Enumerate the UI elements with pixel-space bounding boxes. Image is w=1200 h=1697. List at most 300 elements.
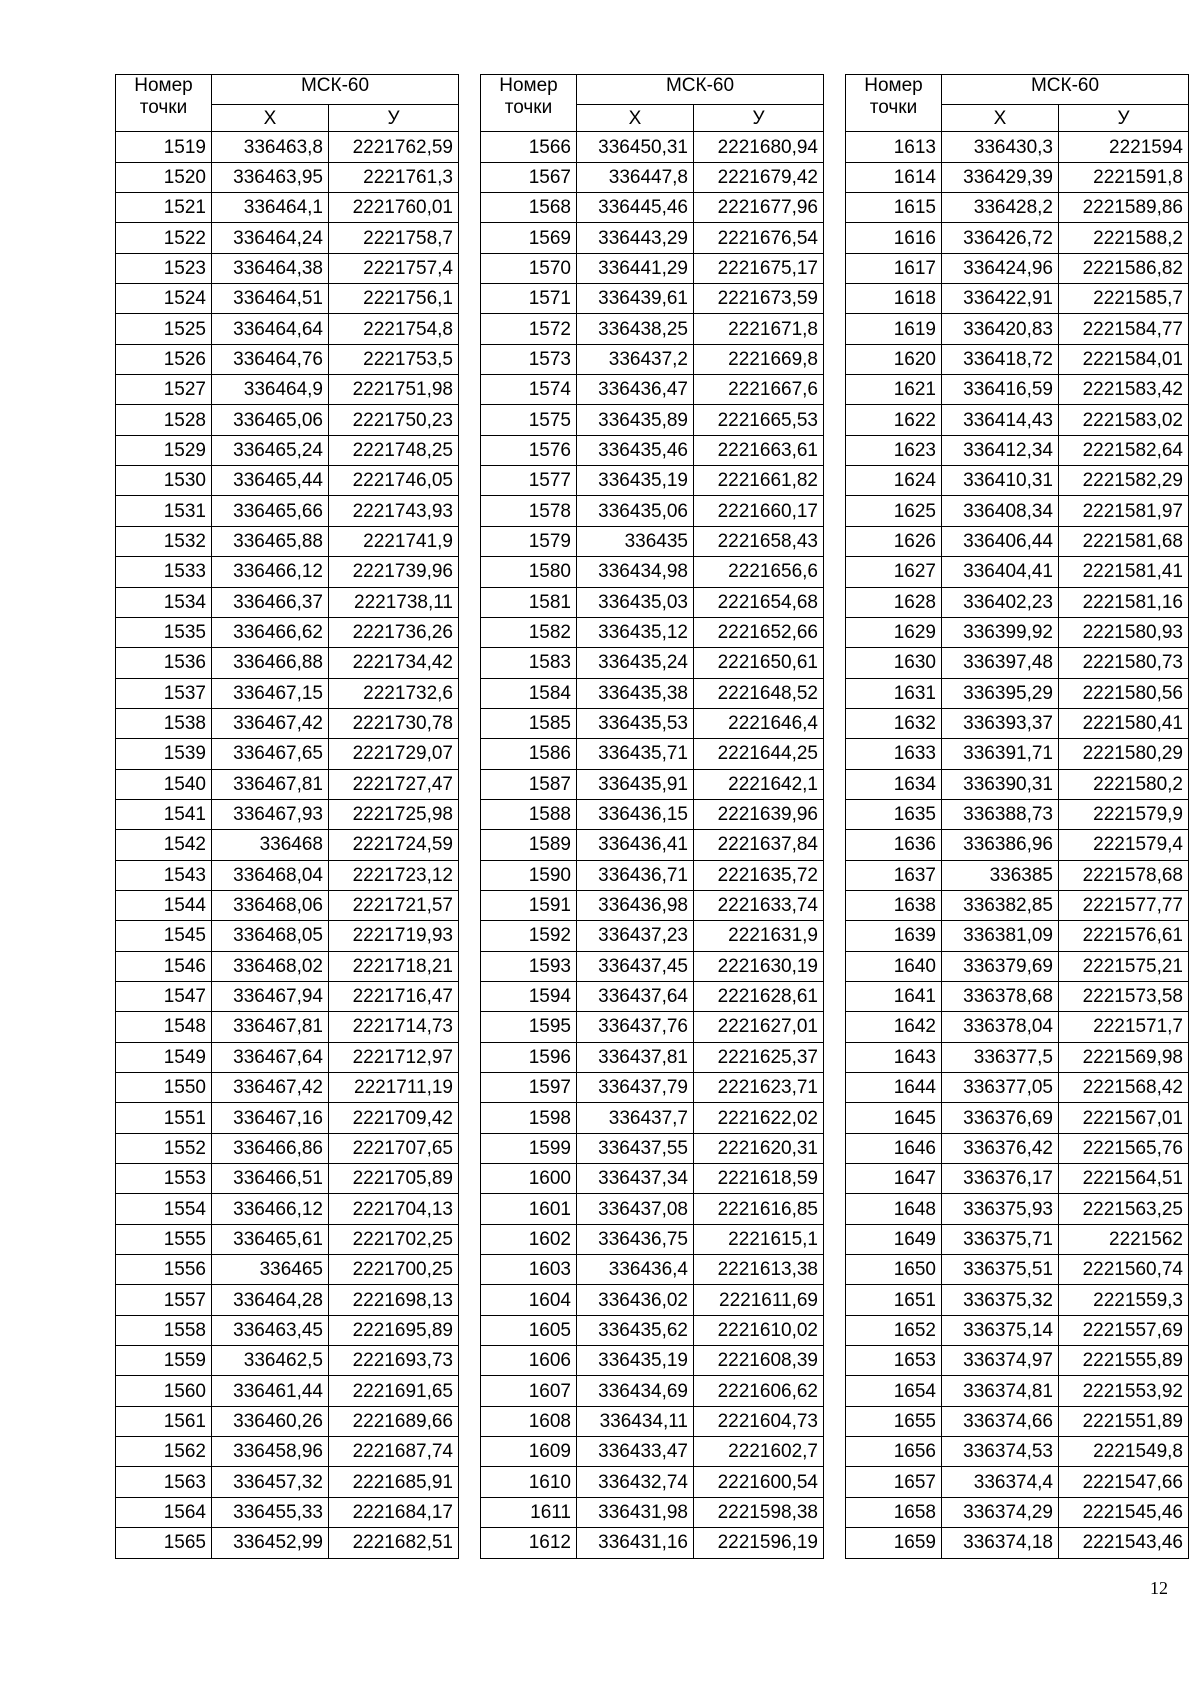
y-coordinate-cell: 2221680,94: [694, 132, 824, 162]
table-row: [116, 1406, 459, 1436]
table-row: [116, 344, 459, 374]
table-row: [481, 1103, 824, 1133]
y-coordinate-cell: 2221711,19: [329, 1073, 459, 1103]
x-coordinate-cell: 336435,03: [577, 587, 694, 617]
point-number-cell: 1569: [481, 223, 577, 253]
y-coordinate-cell: 2221583,02: [1059, 405, 1189, 435]
point-number-cell: 1566: [481, 132, 577, 162]
y-coordinate-cell: 2221581,41: [1059, 557, 1189, 587]
point-number-cell: 1620: [846, 344, 942, 374]
x-coordinate-cell: 336385: [942, 860, 1059, 890]
table-row: [116, 1133, 459, 1163]
x-coordinate-cell: 336426,72: [942, 223, 1059, 253]
table-row: [481, 830, 824, 860]
x-coordinate-cell: 336422,91: [942, 284, 1059, 314]
x-coordinate-cell: 336431,16: [577, 1528, 694, 1558]
y-coordinate-cell: 2221549,8: [1059, 1437, 1189, 1467]
point-number-cell: 1581: [481, 587, 577, 617]
y-coordinate-cell: 2221623,71: [694, 1073, 824, 1103]
x-coordinate-cell: 336408,34: [942, 496, 1059, 526]
point-number-cell: 1602: [481, 1224, 577, 1254]
y-coordinate-cell: 2221652,66: [694, 617, 824, 647]
y-coordinate-cell: 2221582,64: [1059, 435, 1189, 465]
x-coordinate-cell: 336441,29: [577, 253, 694, 283]
y-coordinate-cell: 2221750,23: [329, 405, 459, 435]
point-number-cell: 1654: [846, 1376, 942, 1406]
table-row: [116, 405, 459, 435]
y-coordinate-cell: 2221616,85: [694, 1194, 824, 1224]
table-row: [846, 587, 1189, 617]
y-coordinate-cell: 2221569,98: [1059, 1042, 1189, 1072]
table-row: [481, 648, 824, 678]
point-number-cell: 1608: [481, 1406, 577, 1436]
table-row: [481, 769, 824, 799]
table-row: [846, 253, 1189, 283]
x-coordinate-cell: 336435,12: [577, 617, 694, 647]
table-row: [846, 344, 1189, 374]
point-number-cell: 1530: [116, 466, 212, 496]
point-number-cell: 1554: [116, 1194, 212, 1224]
y-coordinate-cell: 2221698,13: [329, 1285, 459, 1315]
point-number-cell: 1560: [116, 1376, 212, 1406]
point-number-cell: 1551: [116, 1103, 212, 1133]
y-coordinate-cell: 2221695,89: [329, 1315, 459, 1345]
table-row: [481, 1224, 824, 1254]
table-row: [846, 405, 1189, 435]
point-number-cell: 1565: [116, 1528, 212, 1558]
point-number-cell: 1614: [846, 162, 942, 192]
y-coordinate-cell: 2221725,98: [329, 799, 459, 829]
point-number-cell: 1575: [481, 405, 577, 435]
point-number-cell: 1526: [116, 344, 212, 374]
coordinate-system-header: МСК-60: [577, 75, 824, 105]
y-coordinate-cell: 2221620,31: [694, 1133, 824, 1163]
x-coordinate-cell: 336464,64: [212, 314, 329, 344]
table-row: [116, 162, 459, 192]
y-coordinate-cell: 2221718,21: [329, 951, 459, 981]
y-coordinate-cell: 2221730,78: [329, 708, 459, 738]
point-number-cell: 1540: [116, 769, 212, 799]
x-coordinate-cell: 336375,32: [942, 1285, 1059, 1315]
point-number-cell: 1573: [481, 344, 577, 374]
y-coordinate-cell: 2221600,54: [694, 1467, 824, 1497]
point-number-header: Номер точки: [846, 75, 942, 132]
point-number-cell: 1632: [846, 708, 942, 738]
point-number-cell: 1525: [116, 314, 212, 344]
x-coordinate-cell: 336435,19: [577, 466, 694, 496]
x-coordinate-cell: 336436,75: [577, 1224, 694, 1254]
y-coordinate-cell: 2221635,72: [694, 860, 824, 890]
x-coordinate-cell: 336436,71: [577, 860, 694, 890]
table-row: [481, 253, 824, 283]
x-coordinate-cell: 336435,89: [577, 405, 694, 435]
point-number-cell: 1619: [846, 314, 942, 344]
y-coordinate-cell: 2221751,98: [329, 375, 459, 405]
point-number-cell: 1542: [116, 830, 212, 860]
x-coordinate-cell: 336467,42: [212, 1073, 329, 1103]
point-number-cell: 1582: [481, 617, 577, 647]
x-coordinate-cell: 336434,69: [577, 1376, 694, 1406]
coordinate-system-header: МСК-60: [212, 75, 459, 105]
point-number-cell: 1587: [481, 769, 577, 799]
point-number-cell: 1568: [481, 193, 577, 223]
table-row: [846, 526, 1189, 556]
x-coordinate-cell: 336464,1: [212, 193, 329, 223]
y-coordinate-cell: 2221705,89: [329, 1164, 459, 1194]
table-row: [846, 1528, 1189, 1558]
point-number-cell: 1651: [846, 1285, 942, 1315]
point-number-cell: 1634: [846, 769, 942, 799]
point-number-cell: 1611: [481, 1497, 577, 1527]
x-coordinate-cell: 336433,47: [577, 1437, 694, 1467]
point-number-cell: 1572: [481, 314, 577, 344]
y-coordinate-cell: 2221723,12: [329, 860, 459, 890]
y-coordinate-cell: 2221596,19: [694, 1528, 824, 1558]
x-coordinate-cell: 336458,96: [212, 1437, 329, 1467]
y-coordinate-cell: 2221762,59: [329, 132, 459, 162]
x-coordinate-cell: 336412,34: [942, 435, 1059, 465]
x-coordinate-cell: 336438,25: [577, 314, 694, 344]
y-coordinate-cell: 2221560,74: [1059, 1255, 1189, 1285]
point-number-cell: 1607: [481, 1376, 577, 1406]
y-coordinate-cell: 2221707,65: [329, 1133, 459, 1163]
x-header: Х: [942, 105, 1059, 132]
point-number-cell: 1650: [846, 1255, 942, 1285]
y-coordinate-cell: 2221608,39: [694, 1346, 824, 1376]
point-number-cell: 1547: [116, 981, 212, 1011]
x-coordinate-cell: 336375,14: [942, 1315, 1059, 1345]
table-row: [481, 1042, 824, 1072]
point-number-cell: 1584: [481, 678, 577, 708]
table-row: [116, 769, 459, 799]
x-coordinate-cell: 336466,12: [212, 557, 329, 587]
x-coordinate-cell: 336374,66: [942, 1406, 1059, 1436]
point-number-cell: 1577: [481, 466, 577, 496]
x-coordinate-cell: 336466,12: [212, 1194, 329, 1224]
point-number-cell: 1612: [481, 1528, 577, 1558]
table-row: [116, 799, 459, 829]
y-coordinate-cell: 2221682,51: [329, 1528, 459, 1558]
table-row: [116, 1164, 459, 1194]
y-coordinate-cell: 2221613,38: [694, 1255, 824, 1285]
point-number-cell: 1658: [846, 1497, 942, 1527]
x-coordinate-cell: 336391,71: [942, 739, 1059, 769]
y-coordinate-cell: 2221606,62: [694, 1376, 824, 1406]
point-number-cell: 1579: [481, 526, 577, 556]
table-row: [481, 1285, 824, 1315]
y-coordinate-cell: 2221565,76: [1059, 1133, 1189, 1163]
point-number-cell: 1591: [481, 890, 577, 920]
x-coordinate-cell: 336437,64: [577, 981, 694, 1011]
point-number-cell: 1555: [116, 1224, 212, 1254]
y-coordinate-cell: 2221665,53: [694, 405, 824, 435]
x-coordinate-cell: 336436,47: [577, 375, 694, 405]
y-coordinate-cell: 2221579,9: [1059, 799, 1189, 829]
point-number-cell: 1647: [846, 1164, 942, 1194]
x-coordinate-cell: 336435: [577, 526, 694, 556]
table-row: [846, 1164, 1189, 1194]
table-row: [846, 1042, 1189, 1072]
table-row: [481, 1133, 824, 1163]
table-row: [481, 375, 824, 405]
y-coordinate-cell: 2221559,3: [1059, 1285, 1189, 1315]
point-number-cell: 1552: [116, 1133, 212, 1163]
point-number-cell: 1627: [846, 557, 942, 587]
y-coordinate-cell: 2221734,42: [329, 648, 459, 678]
table-row: [116, 1497, 459, 1527]
y-coordinate-cell: 2221667,6: [694, 375, 824, 405]
table-row: [846, 981, 1189, 1011]
x-coordinate-cell: 336437,08: [577, 1194, 694, 1224]
y-coordinate-cell: 2221691,65: [329, 1376, 459, 1406]
y-coordinate-cell: 2221581,16: [1059, 587, 1189, 617]
table-row: [846, 648, 1189, 678]
table-row: [481, 587, 824, 617]
point-number-cell: 1558: [116, 1315, 212, 1345]
table-row: [481, 890, 824, 920]
point-number-cell: 1652: [846, 1315, 942, 1345]
y-coordinate-cell: 2221760,01: [329, 193, 459, 223]
point-number-cell: 1600: [481, 1164, 577, 1194]
x-coordinate-cell: 336397,48: [942, 648, 1059, 678]
y-coordinate-cell: 2221758,7: [329, 223, 459, 253]
point-number-cell: 1590: [481, 860, 577, 890]
x-coordinate-cell: 336386,96: [942, 830, 1059, 860]
point-number-cell: 1609: [481, 1437, 577, 1467]
x-coordinate-cell: 336468,02: [212, 951, 329, 981]
y-coordinate-cell: 2221580,41: [1059, 708, 1189, 738]
y-coordinate-cell: 2221646,4: [694, 708, 824, 738]
x-coordinate-cell: 336437,34: [577, 1164, 694, 1194]
point-number-cell: 1648: [846, 1194, 942, 1224]
point-number-cell: 1545: [116, 921, 212, 951]
x-coordinate-cell: 336402,23: [942, 587, 1059, 617]
point-number-cell: 1626: [846, 526, 942, 556]
point-number-cell: 1538: [116, 708, 212, 738]
y-coordinate-cell: 2221687,74: [329, 1437, 459, 1467]
table-row: [116, 1467, 459, 1497]
y-coordinate-cell: 2221676,54: [694, 223, 824, 253]
x-coordinate-cell: 336455,33: [212, 1497, 329, 1527]
table-row: [481, 435, 824, 465]
x-coordinate-cell: 336463,45: [212, 1315, 329, 1345]
point-number-cell: 1657: [846, 1467, 942, 1497]
y-coordinate-cell: 2221562: [1059, 1224, 1189, 1254]
y-coordinate-cell: 2221727,47: [329, 769, 459, 799]
y-coordinate-cell: 2221555,89: [1059, 1346, 1189, 1376]
point-number-cell: 1578: [481, 496, 577, 526]
y-coordinate-cell: 2221571,7: [1059, 1012, 1189, 1042]
x-coordinate-cell: 336464,76: [212, 344, 329, 374]
table-row: [481, 1528, 824, 1558]
y-coordinate-cell: 2221658,43: [694, 526, 824, 556]
y-coordinate-cell: 2221661,82: [694, 466, 824, 496]
x-coordinate-cell: 336435,38: [577, 678, 694, 708]
table-row: [116, 951, 459, 981]
table-row: [846, 830, 1189, 860]
x-coordinate-cell: 336377,5: [942, 1042, 1059, 1072]
table-row: [481, 1376, 824, 1406]
table-row: [116, 708, 459, 738]
point-number-cell: 1562: [116, 1437, 212, 1467]
y-coordinate-cell: 2221580,2: [1059, 769, 1189, 799]
point-number-cell: 1583: [481, 648, 577, 678]
point-number-cell: 1613: [846, 132, 942, 162]
y-coordinate-cell: 2221732,6: [329, 678, 459, 708]
table-row: [846, 1406, 1189, 1436]
point-number-cell: 1603: [481, 1255, 577, 1285]
point-number-cell: 1604: [481, 1285, 577, 1315]
point-number-cell: 1561: [116, 1406, 212, 1436]
table-row: [116, 860, 459, 890]
table-row: [846, 1255, 1189, 1285]
y-coordinate-cell: 2221576,61: [1059, 921, 1189, 951]
y-coordinate-cell: 2221724,59: [329, 830, 459, 860]
y-coordinate-cell: 2221553,92: [1059, 1376, 1189, 1406]
point-number-cell: 1528: [116, 405, 212, 435]
table-row: [846, 1224, 1189, 1254]
point-number-cell: 1544: [116, 890, 212, 920]
point-number-cell: 1640: [846, 951, 942, 981]
x-coordinate-cell: 336395,29: [942, 678, 1059, 708]
x-coordinate-cell: 336437,79: [577, 1073, 694, 1103]
x-coordinate-cell: 336399,92: [942, 617, 1059, 647]
x-coordinate-cell: 336437,23: [577, 921, 694, 951]
point-number-cell: 1533: [116, 557, 212, 587]
y-coordinate-cell: 2221584,77: [1059, 314, 1189, 344]
table-row: [481, 1497, 824, 1527]
x-coordinate-cell: 336435,19: [577, 1346, 694, 1376]
table-row: [116, 1224, 459, 1254]
x-coordinate-cell: 336435,62: [577, 1315, 694, 1345]
x-coordinate-cell: 336432,74: [577, 1467, 694, 1497]
x-coordinate-cell: 336467,65: [212, 739, 329, 769]
point-number-cell: 1524: [116, 284, 212, 314]
point-number-cell: 1543: [116, 860, 212, 890]
table-row: [116, 1103, 459, 1133]
table-row: [116, 1194, 459, 1224]
y-coordinate-cell: 2221712,97: [329, 1042, 459, 1072]
y-coordinate-cell: 2221656,6: [694, 557, 824, 587]
point-number-cell: 1636: [846, 830, 942, 860]
point-number-cell: 1633: [846, 739, 942, 769]
point-number-cell: 1559: [116, 1346, 212, 1376]
y-coordinate-cell: 2221551,89: [1059, 1406, 1189, 1436]
table-row: [116, 375, 459, 405]
point-number-cell: 1571: [481, 284, 577, 314]
y-header: У: [694, 105, 824, 132]
x-coordinate-cell: 336437,45: [577, 951, 694, 981]
table-row: [481, 1406, 824, 1436]
point-number-cell: 1624: [846, 466, 942, 496]
point-number-cell: 1546: [116, 951, 212, 981]
table-row: [116, 890, 459, 920]
point-number-cell: 1522: [116, 223, 212, 253]
table-row: [116, 1285, 459, 1315]
x-coordinate-cell: 336430,3: [942, 132, 1059, 162]
point-number-cell: 1567: [481, 162, 577, 192]
point-number-cell: 1656: [846, 1437, 942, 1467]
point-number-cell: 1564: [116, 1497, 212, 1527]
table-row: [846, 1103, 1189, 1133]
x-coordinate-cell: 336460,26: [212, 1406, 329, 1436]
table-row: [481, 1194, 824, 1224]
x-coordinate-cell: 336464,9: [212, 375, 329, 405]
x-coordinate-cell: 336437,76: [577, 1012, 694, 1042]
point-number-cell: 1519: [116, 132, 212, 162]
y-coordinate-cell: 2221739,96: [329, 557, 459, 587]
x-coordinate-cell: 336429,39: [942, 162, 1059, 192]
point-number-cell: 1574: [481, 375, 577, 405]
table-row: [846, 314, 1189, 344]
y-coordinate-cell: 2221675,17: [694, 253, 824, 283]
table-row: [846, 951, 1189, 981]
y-coordinate-cell: 2221568,42: [1059, 1073, 1189, 1103]
y-coordinate-cell: 2221586,82: [1059, 253, 1189, 283]
y-coordinate-cell: 2221743,93: [329, 496, 459, 526]
point-number-cell: 1593: [481, 951, 577, 981]
point-number-cell: 1637: [846, 860, 942, 890]
y-coordinate-cell: 2221704,13: [329, 1194, 459, 1224]
y-coordinate-cell: 2221589,86: [1059, 193, 1189, 223]
y-coordinate-cell: 2221563,25: [1059, 1194, 1189, 1224]
x-coordinate-cell: 336374,29: [942, 1497, 1059, 1527]
x-coordinate-cell: 336465,24: [212, 435, 329, 465]
table-row: [116, 648, 459, 678]
point-number-cell: 1641: [846, 981, 942, 1011]
y-coordinate-cell: 2221581,68: [1059, 526, 1189, 556]
table-row: [481, 951, 824, 981]
point-number-cell: 1618: [846, 284, 942, 314]
x-coordinate-cell: 336374,97: [942, 1346, 1059, 1376]
y-header: У: [1059, 105, 1189, 132]
point-number-cell: 1617: [846, 253, 942, 283]
y-coordinate-cell: 2221615,1: [694, 1224, 824, 1254]
x-coordinate-cell: 336418,72: [942, 344, 1059, 374]
y-coordinate-cell: 2221714,73: [329, 1012, 459, 1042]
x-coordinate-cell: 336457,32: [212, 1467, 329, 1497]
x-coordinate-cell: 336375,51: [942, 1255, 1059, 1285]
y-header: У: [329, 105, 459, 132]
point-number-cell: 1589: [481, 830, 577, 860]
table-row: [481, 1073, 824, 1103]
x-coordinate-cell: 336465: [212, 1255, 329, 1285]
table-row: [116, 1255, 459, 1285]
table-row: [846, 1497, 1189, 1527]
y-coordinate-cell: 2221588,2: [1059, 223, 1189, 253]
x-coordinate-cell: 336435,91: [577, 769, 694, 799]
point-number-cell: 1629: [846, 617, 942, 647]
y-coordinate-cell: 2221671,8: [694, 314, 824, 344]
x-coordinate-cell: 336434,11: [577, 1406, 694, 1436]
table-row: [846, 921, 1189, 951]
table-row: [116, 435, 459, 465]
y-coordinate-cell: 2221575,21: [1059, 951, 1189, 981]
x-coordinate-cell: 336375,71: [942, 1224, 1059, 1254]
point-number-cell: 1556: [116, 1255, 212, 1285]
y-coordinate-cell: 2221679,42: [694, 162, 824, 192]
point-number-cell: 1520: [116, 162, 212, 192]
x-coordinate-cell: 336467,15: [212, 678, 329, 708]
table-row: [846, 1194, 1189, 1224]
x-coordinate-cell: 336443,29: [577, 223, 694, 253]
point-number-cell: 1623: [846, 435, 942, 465]
table-row: [481, 1255, 824, 1285]
table-row: [116, 557, 459, 587]
point-number-cell: 1606: [481, 1346, 577, 1376]
y-coordinate-cell: 2221684,17: [329, 1497, 459, 1527]
table-row: [846, 1012, 1189, 1042]
